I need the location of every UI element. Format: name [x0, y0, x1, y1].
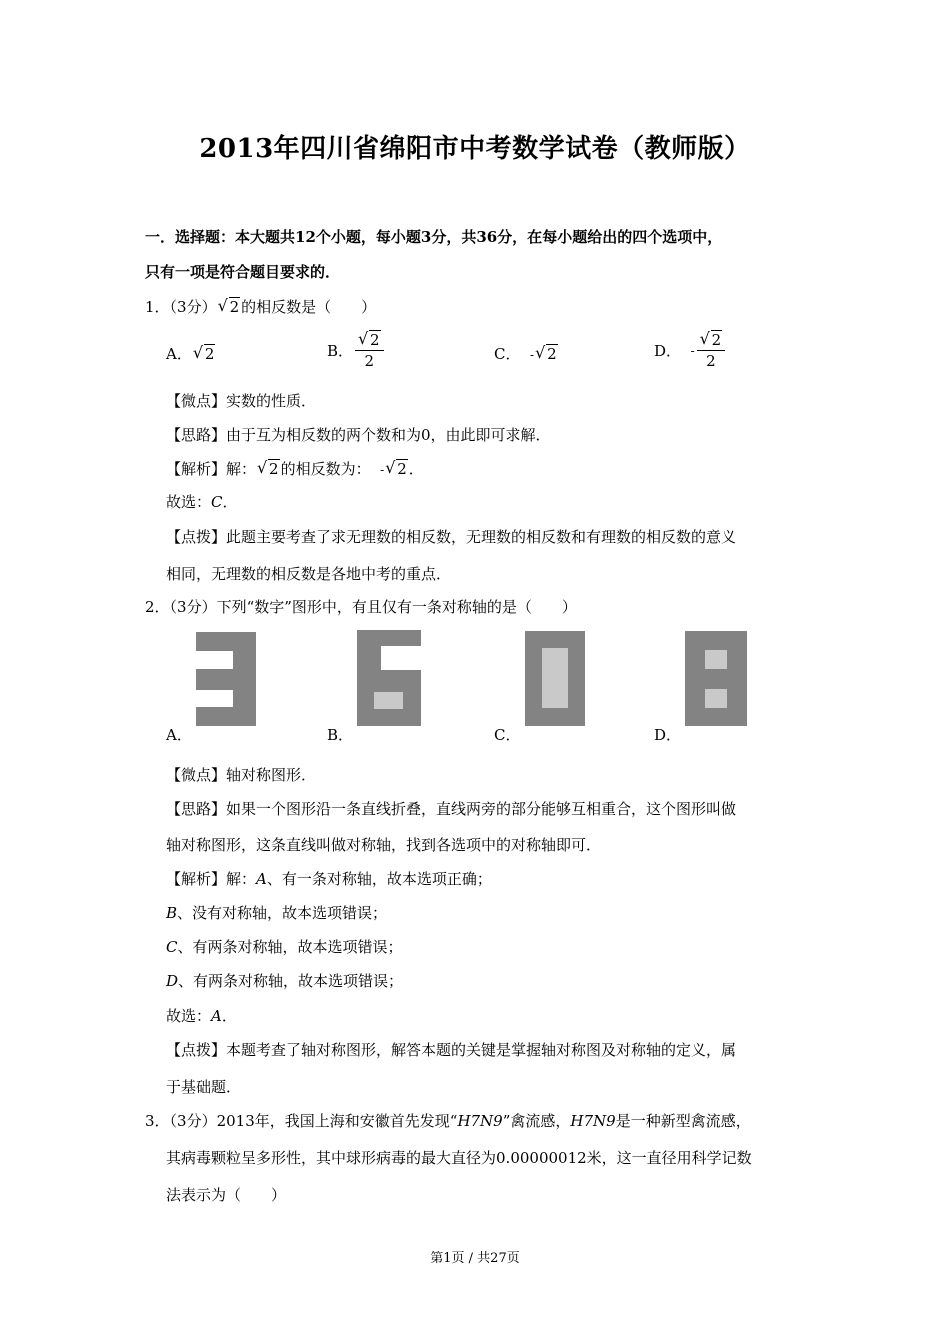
q1-stem — [145, 297, 376, 317]
q3-stem-line3: 法表示为（ ） — [166, 1186, 287, 1204]
digit-three-figure — [196, 632, 256, 726]
q2-option-d-label: D． — [654, 726, 682, 744]
sqrt-symbol: √ 2 — [535, 343, 557, 363]
q2-guxuan: 故选：A． — [166, 1007, 237, 1025]
q2-kaodian: 【微点】轴对称图形． — [166, 766, 317, 784]
q2-option-b-label: B． — [327, 726, 354, 744]
sqrt-symbol: √ 2 — [217, 296, 240, 316]
q2-jiexi-a: 【解析】解：A、有一条对称轴，故本选项正确； — [166, 870, 492, 888]
digit-six-figure — [357, 630, 421, 726]
q1-jiexi: 【解析】解： √ 2 的相反数为： - √ 2 ． — [166, 458, 424, 478]
q2-silu-line1: 【思路】如果一个图形沿一条直线折叠，直线两旁的部分能够互相重合，这个图形叫做 — [166, 800, 737, 818]
section-heading-line2: 只有一项是符合题目要求的． — [145, 263, 341, 281]
sqrt-symbol: √ 2 — [385, 458, 407, 478]
q1-option-b: B． √ 2 2 — [327, 331, 386, 371]
q1-stem-tail: 的相反数是（ ） — [241, 298, 377, 316]
sqrt-symbol: √ 2 — [192, 343, 215, 363]
section-heading-line1: 一．选择题：本大题共12个小题，每小题3分，共36分，在每小题给出的四个选项中， — [145, 228, 723, 246]
q2-dianbo-line2: 于基础题． — [166, 1078, 242, 1096]
digit-zero-figure — [525, 631, 585, 726]
fraction: √ 2 2 — [697, 331, 726, 371]
q1-option-d: D． - √ 2 2 — [654, 331, 727, 371]
q2-option-c-label: C． — [494, 726, 521, 744]
q3-stem-line2: 其病毒颗粒呈多形性，其中球形病毒的最大直径为0.00000012米，这一直径用科学记数 — [166, 1149, 752, 1167]
q1-dianbo-line1: 【点拨】此题主要考查了求无理数的相反数，无理数的相反数和有理数的相反数的意义 — [166, 528, 737, 546]
q2-dianbo-line1: 【点拨】本题考查了轴对称图形，解答本题的关键是掌握轴对称图及对称轴的定义，属 — [166, 1041, 737, 1059]
digit-eight-figure — [685, 631, 747, 726]
q2-jiexi-d: D、有两条对称轴，故本选项错误； — [166, 972, 404, 990]
page-title: 2013年四川省绵阳市中考数学试卷（教师版） — [199, 134, 751, 164]
q1-guxuan: 故选：C． — [166, 493, 238, 511]
q1-score: （3分） — [169, 298, 217, 316]
fraction: √ 2 2 — [355, 331, 384, 371]
page-footer: 第1页 / 共27页 — [430, 1251, 520, 1266]
q1-kaodian: 【微点】实数的性质． — [166, 392, 317, 410]
q2-jiexi-c: C、有两条对称轴，故本选项错误； — [166, 938, 403, 956]
q1-number: 1． — [145, 298, 170, 316]
q2-silu-line2: 轴对称图形，这条直线叫做对称轴，找到各选项中的对称轴即可． — [166, 836, 602, 854]
q1-option-a: A． √ 2 — [166, 343, 215, 363]
q2-stem: 2．（3分）下列“数字”图形中，有且仅有一条对称轴的是（ ） — [145, 598, 577, 616]
sqrt-symbol: √ 2 — [257, 458, 279, 478]
q2-option-a-label: A． — [166, 726, 192, 744]
q1-dianbo-line2: 相同，无理数的相反数是各地中考的重点． — [166, 565, 452, 583]
q1-silu: 【思路】由于互为相反数的两个数和为0，由此即可求解． — [166, 426, 551, 444]
q2-jiexi-b: B、没有对称轴，故本选项错误； — [166, 904, 388, 922]
q1-option-c: C． - √ 2 — [494, 343, 557, 363]
q3-stem-line1: 3．（3分）2013年，我国上海和安徽首先发现“H7N9”禽流感，H7N9是一种新型禽流感， — [145, 1112, 751, 1130]
